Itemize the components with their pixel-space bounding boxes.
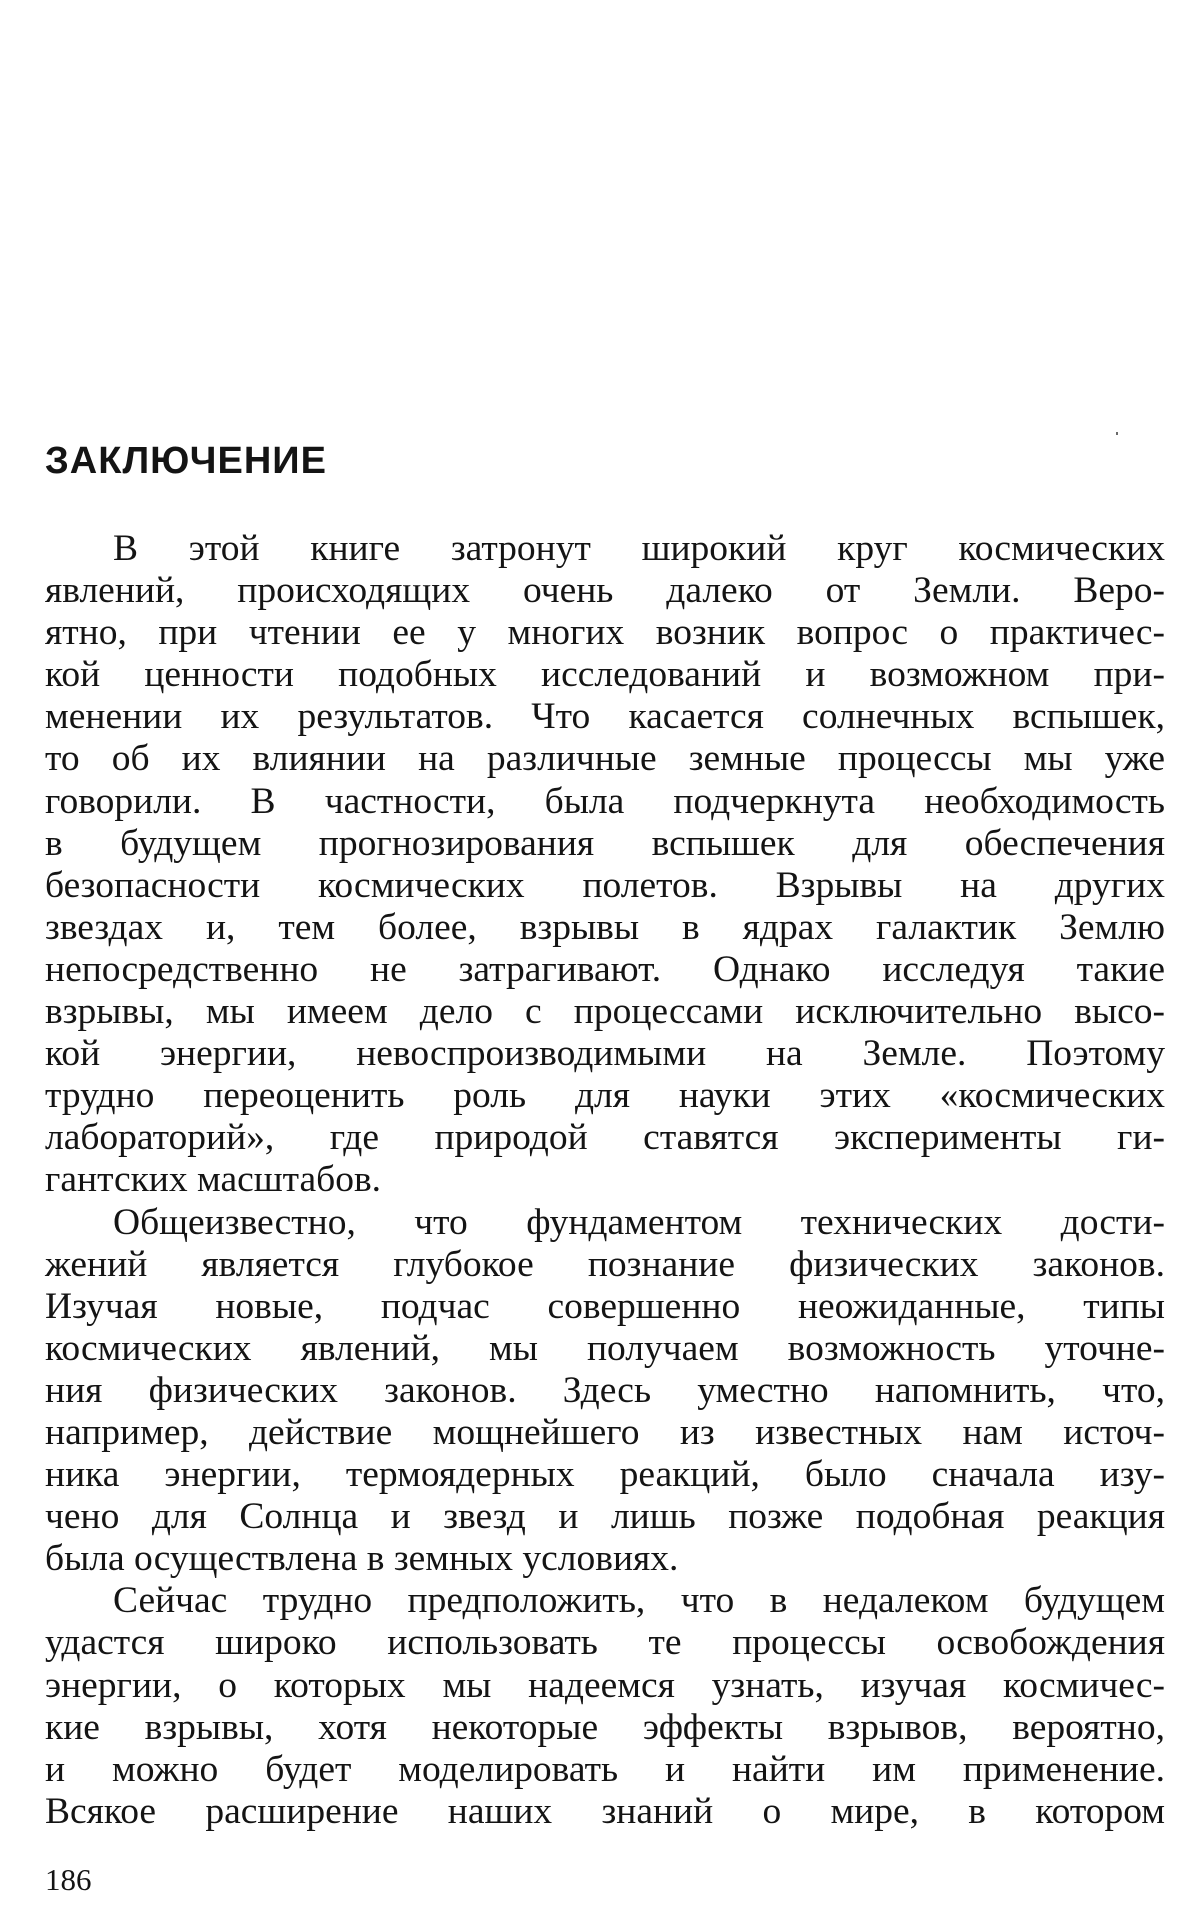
paragraph-3 (45, 1580, 1165, 1833)
text-line: кой ценности подобных исследований и возможном при- (45, 654, 1165, 696)
text-line: кие взрывы, хотя некоторые эффекты взрывов, вероятно, (45, 1706, 1165, 1748)
text-line: менении их результатов. Что касается солнечных вспышек, (45, 696, 1165, 738)
text-line: ятно, при чтении ее у многих возник вопрос о практичес- (45, 612, 1165, 654)
text-line: например, действие мощнейшего из известных нам источ- (45, 1411, 1165, 1453)
text-line: и можно будет моделировать и найти им применение. (45, 1748, 1165, 1790)
text-line: жений является глубокое познание физических законов. (45, 1243, 1165, 1285)
chapter-title: ЗАКЛЮЧЕНИЕ (45, 440, 327, 482)
body-text (45, 528, 1165, 1833)
text-line: энергии, о которых мы надеемся узнать, изучая космичес- (45, 1664, 1165, 1706)
scan-speck (1116, 432, 1118, 435)
text-line: то об их влиянии на различные земные процессы мы уже (45, 738, 1165, 780)
text-line: в будущем прогнозирования вспышек для обеспечения (45, 822, 1165, 864)
text-line: говорили. В частности, была подчеркнута необходимость (45, 780, 1165, 822)
text-line: чено для Солнца и звезд и лишь позже подобная реакция (45, 1496, 1165, 1538)
text-line: явлений, происходящих очень далеко от Земли. Веро- (45, 570, 1165, 612)
page-number: 186 (45, 1862, 92, 1897)
text-line: гантских масштабов. (45, 1159, 382, 1201)
text-line: трудно переоценить роль для науки этих «космических (45, 1075, 1165, 1117)
paragraph-2 (45, 1202, 1165, 1581)
text-line: Изучая новые, подчас совершенно неожиданные, типы (45, 1285, 1165, 1327)
text-line: непосредственно не затрагивают. Однако исследуя такие (45, 948, 1165, 990)
text-line: звездах и, тем более, взрывы в ядрах галактик Землю (45, 906, 1165, 948)
text-line: космических явлений, мы получаем возможность уточне- (45, 1327, 1165, 1369)
text-line: В этой книге затронут широкий круг космических (113, 528, 1165, 569)
text-line: Всякое расширение наших знаний о мире, в котором (45, 1790, 1165, 1832)
text-line: удастся широко использовать те процессы освобождения (45, 1622, 1165, 1664)
text-line: была осуществлена в земных условиях. (45, 1538, 679, 1580)
text-line: взрывы, мы имеем дело с процессами исключительно высо- (45, 991, 1165, 1033)
text-line: ния физических законов. Здесь уместно напомнить, что, (45, 1369, 1165, 1411)
text-line: кой энергии, невоспроизводимыми на Земле. Поэтому (45, 1033, 1165, 1075)
text-line: безопасности космических полетов. Взрывы на других (45, 864, 1165, 906)
text-line: лабораторий», где природой ставятся эксперименты ги- (45, 1117, 1165, 1159)
text-line: Сейчас трудно предположить, что в недалеком будущем (113, 1580, 1165, 1622)
text-line: Общеизвестно, что фундаментом технических дости- (113, 1201, 1165, 1243)
text-line: ника энергии, термоядерных реакций, было сначала изу- (45, 1454, 1165, 1496)
paragraph-1 (45, 528, 1165, 1202)
